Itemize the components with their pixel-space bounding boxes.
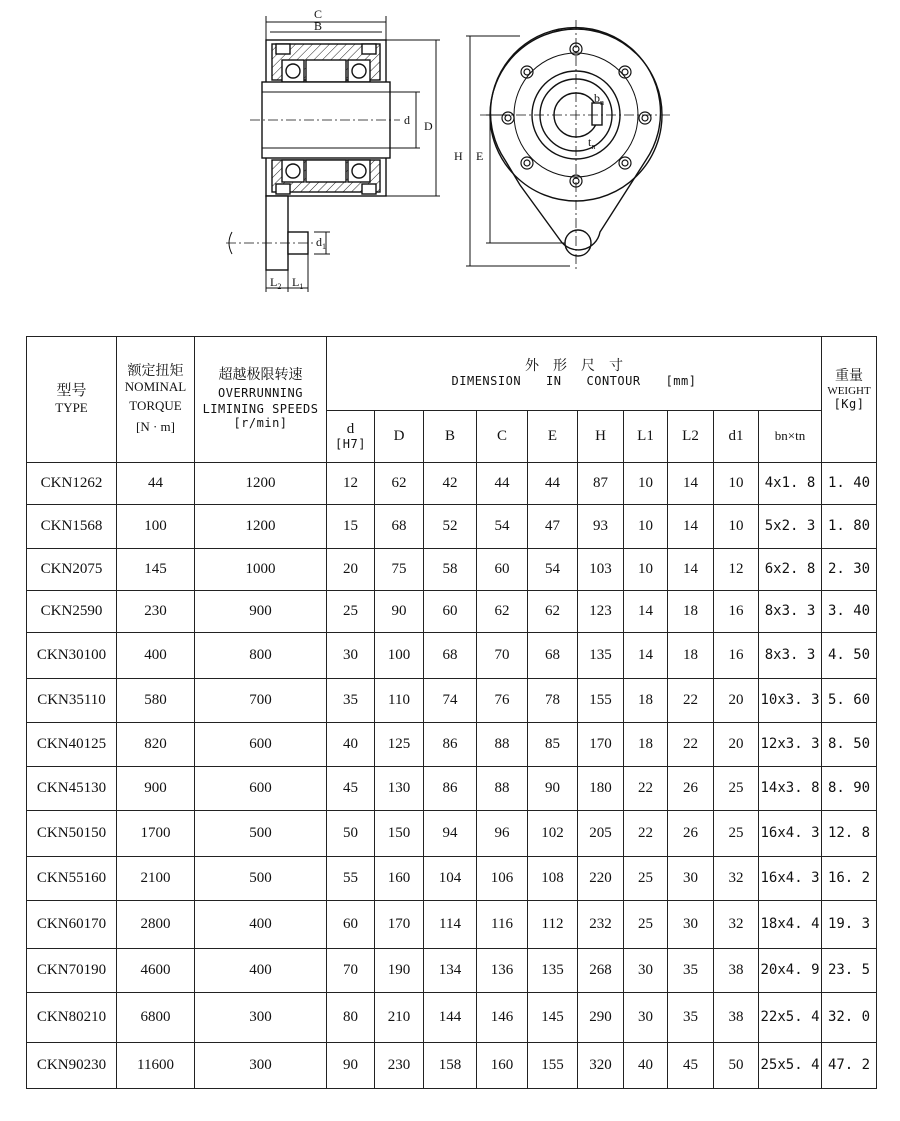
cell-speed: 400 [195, 949, 327, 993]
table-body [27, 463, 877, 1089]
cell-c: 76 [477, 679, 528, 723]
cell-torque: 2100 [117, 857, 195, 901]
cell-d1: 38 [714, 993, 759, 1043]
cell-d1: 32 [714, 857, 759, 901]
cell-type: CKN35110 [27, 679, 117, 723]
cell-c: 116 [477, 901, 528, 949]
cell-l2: 30 [668, 901, 714, 949]
table-row [27, 463, 877, 505]
cell-d1: 25 [714, 811, 759, 857]
cell-h: 135 [578, 633, 624, 679]
cell-type: CKN80210 [27, 993, 117, 1043]
cell-big-d: 160 [375, 857, 424, 901]
cell-h: 205 [578, 811, 624, 857]
cell-h: 170 [578, 723, 624, 767]
cell-bn-tn: 6x2. 8 [759, 549, 822, 591]
cell-d: 55 [327, 857, 375, 901]
cell-torque: 100 [117, 505, 195, 549]
cell-bn-tn: 5x2. 3 [759, 505, 822, 549]
cell-c: 160 [477, 1043, 528, 1089]
cell-big-d: 75 [375, 549, 424, 591]
header-dimension [327, 337, 822, 411]
cell-speed: 700 [195, 679, 327, 723]
cell-weight: 12. 8 [822, 811, 877, 857]
cell-type: CKN1568 [27, 505, 117, 549]
cell-d: 12 [327, 463, 375, 505]
cell-l1: 25 [624, 857, 668, 901]
cell-bn-tn: 16x4. 3 [759, 811, 822, 857]
cell-d1: 32 [714, 901, 759, 949]
table-row [27, 767, 877, 811]
cell-d1: 16 [714, 633, 759, 679]
header-col-big-d: D [375, 411, 424, 463]
label-tn: $t_n$ [588, 135, 596, 151]
label-l2: $L_2$ [270, 275, 282, 291]
cell-l1: 18 [624, 723, 668, 767]
cell-c: 136 [477, 949, 528, 993]
cell-d: 45 [327, 767, 375, 811]
cell-weight: 1. 40 [822, 463, 877, 505]
cell-c: 96 [477, 811, 528, 857]
label-b: B [314, 19, 323, 33]
table-row [27, 591, 877, 633]
cell-torque: 44 [117, 463, 195, 505]
cell-bn-tn: 14x3. 8 [759, 767, 822, 811]
cell-bn-tn: 16x4. 3 [759, 857, 822, 901]
table-row [27, 679, 877, 723]
cell-h: 220 [578, 857, 624, 901]
cell-bn-tn: 10x3. 3 [759, 679, 822, 723]
header-col-d-tol: [H7] [335, 437, 366, 452]
header-dimension-cn: 外 形 尺 寸 [525, 358, 623, 374]
cell-l2: 45 [668, 1043, 714, 1089]
cell-big-d: 190 [375, 949, 424, 993]
cell-l1: 22 [624, 767, 668, 811]
cell-l1: 40 [624, 1043, 668, 1089]
cell-h: 87 [578, 463, 624, 505]
cell-weight: 32. 0 [822, 993, 877, 1043]
cell-speed: 900 [195, 591, 327, 633]
cell-h: 180 [578, 767, 624, 811]
cell-big-d: 150 [375, 811, 424, 857]
cell-torque: 230 [117, 591, 195, 633]
cell-h: 123 [578, 591, 624, 633]
cell-l1: 30 [624, 993, 668, 1043]
cell-type: CKN70190 [27, 949, 117, 993]
cell-h: 93 [578, 505, 624, 549]
cell-e: 44 [528, 463, 578, 505]
header-col-h: H [578, 411, 624, 463]
table-row [27, 633, 877, 679]
cell-c: 88 [477, 767, 528, 811]
cell-d1: 16 [714, 591, 759, 633]
header-torque-en2: TORQUE [129, 398, 182, 414]
cell-speed: 500 [195, 857, 327, 901]
cell-bn-tn: 8x3. 3 [759, 591, 822, 633]
cell-big-d: 68 [375, 505, 424, 549]
cell-c: 88 [477, 723, 528, 767]
header-torque [117, 337, 195, 463]
cell-weight: 4. 50 [822, 633, 877, 679]
table-row [27, 505, 877, 549]
header-torque-unit: [N · m] [136, 419, 175, 435]
cell-c: 54 [477, 505, 528, 549]
label-e: E [476, 149, 484, 163]
cell-big-d: 130 [375, 767, 424, 811]
label-bn: $b_n$ [594, 91, 604, 107]
cell-e: 85 [528, 723, 578, 767]
label-c: C [314, 7, 323, 21]
cell-big-d: 90 [375, 591, 424, 633]
header-col-c: C [477, 411, 528, 463]
cell-l1: 14 [624, 591, 668, 633]
cell-speed: 600 [195, 723, 327, 767]
cell-e: 54 [528, 549, 578, 591]
cell-weight: 19. 3 [822, 901, 877, 949]
header-speed [195, 337, 327, 463]
cell-bn-tn: 22x5. 4 [759, 993, 822, 1043]
cell-c: 60 [477, 549, 528, 591]
cell-e: 108 [528, 857, 578, 901]
cell-l2: 35 [668, 949, 714, 993]
label-big-d: D [424, 119, 433, 133]
cell-l1: 22 [624, 811, 668, 857]
cell-torque: 145 [117, 549, 195, 591]
cell-l1: 10 [624, 463, 668, 505]
cell-d1: 50 [714, 1043, 759, 1089]
cell-e: 90 [528, 767, 578, 811]
cell-d1: 38 [714, 949, 759, 993]
cell-l2: 22 [668, 679, 714, 723]
cell-d1: 10 [714, 505, 759, 549]
cell-b: 52 [424, 505, 477, 549]
cell-b: 144 [424, 993, 477, 1043]
cell-d1: 20 [714, 679, 759, 723]
label-d1: $d_1$ [316, 235, 326, 251]
cell-c: 62 [477, 591, 528, 633]
cell-d: 50 [327, 811, 375, 857]
cell-type: CKN2075 [27, 549, 117, 591]
cell-b: 134 [424, 949, 477, 993]
cell-b: 104 [424, 857, 477, 901]
cell-weight: 23. 5 [822, 949, 877, 993]
cell-torque: 1700 [117, 811, 195, 857]
cell-weight: 47. 2 [822, 1043, 877, 1089]
cell-c: 70 [477, 633, 528, 679]
cell-d: 90 [327, 1043, 375, 1089]
cell-weight: 8. 50 [822, 723, 877, 767]
cell-e: 68 [528, 633, 578, 679]
cell-d1: 25 [714, 767, 759, 811]
header-col-e: E [528, 411, 578, 463]
cell-b: 114 [424, 901, 477, 949]
cell-big-d: 210 [375, 993, 424, 1043]
cell-l2: 22 [668, 723, 714, 767]
cell-speed: 600 [195, 767, 327, 811]
cell-b: 86 [424, 723, 477, 767]
table-row [27, 949, 877, 993]
drawing-svg [0, 0, 900, 310]
header-weight-unit: [Kg] [833, 396, 865, 411]
label-d: d [404, 113, 410, 127]
cell-d: 60 [327, 901, 375, 949]
cell-b: 60 [424, 591, 477, 633]
label-l1: $L_1$ [292, 275, 304, 291]
cell-type: CKN40125 [27, 723, 117, 767]
header-torque-cn: 额定扭矩 [127, 364, 184, 380]
cell-type: CKN2590 [27, 591, 117, 633]
cell-b: 74 [424, 679, 477, 723]
cell-b: 58 [424, 549, 477, 591]
cell-l2: 30 [668, 857, 714, 901]
cell-bn-tn: 12x3. 3 [759, 723, 822, 767]
cell-l2: 26 [668, 811, 714, 857]
table-row [27, 857, 877, 901]
cell-type: CKN60170 [27, 901, 117, 949]
header-col-l1: L1 [624, 411, 668, 463]
header-col-l2: L2 [668, 411, 714, 463]
cell-e: 135 [528, 949, 578, 993]
cell-weight: 16. 2 [822, 857, 877, 901]
cell-torque: 900 [117, 767, 195, 811]
label-h: H [454, 149, 463, 163]
table-row [27, 1043, 877, 1089]
header-col-d1: d1 [714, 411, 759, 463]
cell-e: 155 [528, 1043, 578, 1089]
cell-c: 44 [477, 463, 528, 505]
cell-e: 47 [528, 505, 578, 549]
cell-speed: 300 [195, 1043, 327, 1089]
cell-l1: 25 [624, 901, 668, 949]
cell-d: 40 [327, 723, 375, 767]
header-speed-cn: 超越极限转速 [218, 368, 303, 384]
header-col-d [327, 411, 375, 463]
cell-bn-tn: 20x4. 9 [759, 949, 822, 993]
cell-d1: 12 [714, 549, 759, 591]
cell-speed: 1200 [195, 505, 327, 549]
cell-speed: 500 [195, 811, 327, 857]
header-col-bn-tn: bn×tn [759, 411, 822, 463]
cell-e: 102 [528, 811, 578, 857]
cell-bn-tn: 4x1. 8 [759, 463, 822, 505]
cell-big-d: 110 [375, 679, 424, 723]
cell-h: 232 [578, 901, 624, 949]
cell-l2: 35 [668, 993, 714, 1043]
cell-torque: 400 [117, 633, 195, 679]
cell-h: 103 [578, 549, 624, 591]
technical-drawing [0, 0, 900, 310]
cell-speed: 1200 [195, 463, 327, 505]
cell-l2: 26 [668, 767, 714, 811]
spec-table [26, 336, 877, 1089]
cell-weight: 2. 30 [822, 549, 877, 591]
table-row [27, 811, 877, 857]
cell-b: 86 [424, 767, 477, 811]
cell-big-d: 230 [375, 1043, 424, 1089]
cell-b: 94 [424, 811, 477, 857]
cell-bn-tn: 25x5. 4 [759, 1043, 822, 1089]
cell-torque: 4600 [117, 949, 195, 993]
cell-speed: 400 [195, 901, 327, 949]
cell-d: 80 [327, 993, 375, 1043]
cell-type: CKN55160 [27, 857, 117, 901]
cell-e: 78 [528, 679, 578, 723]
cell-l2: 14 [668, 549, 714, 591]
cell-torque: 2800 [117, 901, 195, 949]
cell-h: 155 [578, 679, 624, 723]
cell-l2: 18 [668, 591, 714, 633]
table-row [27, 723, 877, 767]
cell-speed: 1000 [195, 549, 327, 591]
cell-type: CKN50150 [27, 811, 117, 857]
header-dimension-en: DIMENSION IN CONTOUR [mm] [451, 373, 697, 388]
cell-big-d: 100 [375, 633, 424, 679]
cell-big-d: 62 [375, 463, 424, 505]
section-view [226, 16, 440, 292]
cell-bn-tn: 18x4. 4 [759, 901, 822, 949]
header-weight [822, 337, 877, 463]
header-col-d-label: d [346, 420, 355, 437]
cell-l2: 18 [668, 633, 714, 679]
cell-weight: 5. 60 [822, 679, 877, 723]
cell-torque: 580 [117, 679, 195, 723]
cell-h: 290 [578, 993, 624, 1043]
cell-l1: 30 [624, 949, 668, 993]
header-type [27, 337, 117, 463]
cell-l2: 14 [668, 505, 714, 549]
cell-h: 320 [578, 1043, 624, 1089]
table-row [27, 549, 877, 591]
cell-b: 42 [424, 463, 477, 505]
cell-type: CKN90230 [27, 1043, 117, 1089]
cell-l1: 18 [624, 679, 668, 723]
cell-d: 70 [327, 949, 375, 993]
cell-weight: 3. 40 [822, 591, 877, 633]
cell-d: 30 [327, 633, 375, 679]
cell-speed: 800 [195, 633, 327, 679]
cell-c: 106 [477, 857, 528, 901]
cell-bn-tn: 8x3. 3 [759, 633, 822, 679]
header-type-cn: 型号 [56, 383, 87, 400]
cell-d: 20 [327, 549, 375, 591]
cell-h: 268 [578, 949, 624, 993]
cell-type: CKN1262 [27, 463, 117, 505]
cell-type: CKN45130 [27, 767, 117, 811]
cell-torque: 820 [117, 723, 195, 767]
header-speed-en1: OVERRUNNING [218, 386, 303, 401]
header-speed-unit: [r/min] [233, 415, 288, 430]
cell-e: 62 [528, 591, 578, 633]
header-speed-en2: LIMINING SPEEDS [202, 402, 319, 417]
header-type-en: TYPE [55, 399, 88, 415]
cell-big-d: 170 [375, 901, 424, 949]
header-weight-en: WEIGHT [827, 385, 871, 398]
header-torque-en1: NOMINAL [124, 379, 187, 395]
cell-weight: 1. 80 [822, 505, 877, 549]
cell-d1: 20 [714, 723, 759, 767]
header-weight-cn: 重量 [835, 369, 864, 384]
cell-l1: 14 [624, 633, 668, 679]
cell-weight: 8. 90 [822, 767, 877, 811]
cell-d1: 10 [714, 463, 759, 505]
cell-big-d: 125 [375, 723, 424, 767]
cell-d: 15 [327, 505, 375, 549]
cell-c: 146 [477, 993, 528, 1043]
cell-speed: 300 [195, 993, 327, 1043]
cell-d: 25 [327, 591, 375, 633]
table-row [27, 901, 877, 949]
table-row [27, 993, 877, 1043]
cell-b: 68 [424, 633, 477, 679]
table-header [27, 337, 877, 463]
header-col-b: B [424, 411, 477, 463]
cell-l1: 10 [624, 549, 668, 591]
cell-torque: 6800 [117, 993, 195, 1043]
cell-e: 145 [528, 993, 578, 1043]
cell-l2: 14 [668, 463, 714, 505]
cell-type: CKN30100 [27, 633, 117, 679]
cell-e: 112 [528, 901, 578, 949]
cell-d: 35 [327, 679, 375, 723]
cell-torque: 11600 [117, 1043, 195, 1089]
cell-l1: 10 [624, 505, 668, 549]
front-view [466, 20, 670, 270]
cell-b: 158 [424, 1043, 477, 1089]
